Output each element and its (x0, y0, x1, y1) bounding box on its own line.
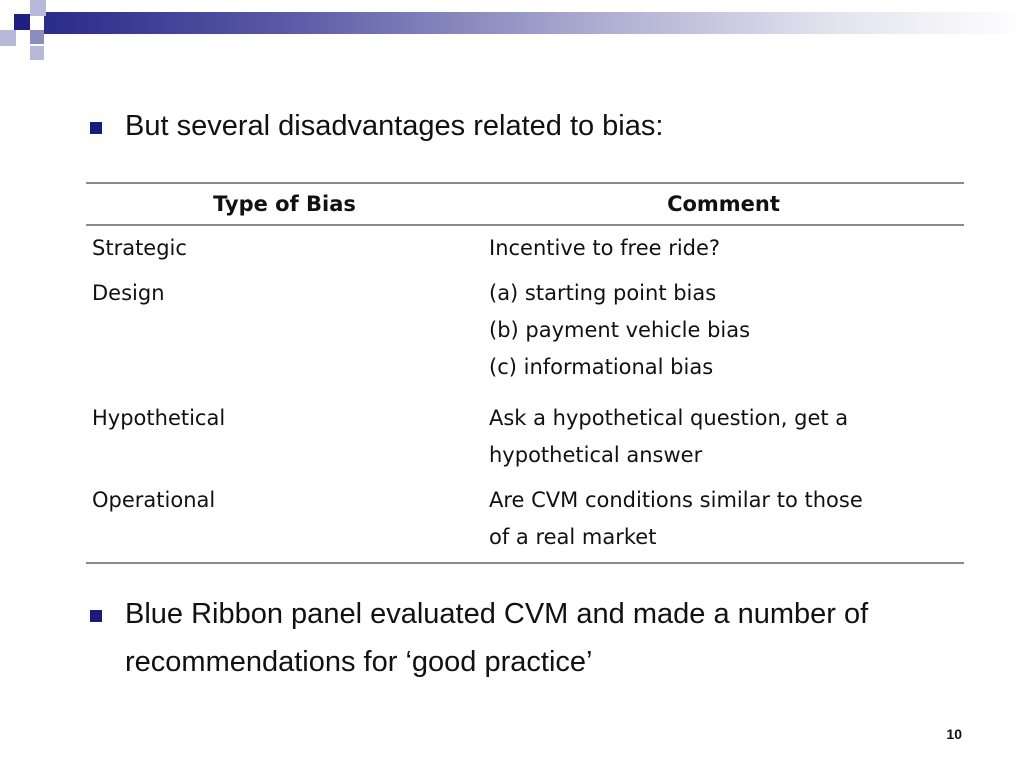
comment-line: (c) informational bias (489, 355, 714, 379)
header-square-mid (30, 30, 44, 44)
bias-type-cell: Operational (86, 478, 483, 563)
column-header: Comment (483, 183, 964, 225)
comment-line: hypothetical answer (489, 443, 703, 467)
comment-line: (a) starting point bias (489, 281, 717, 305)
bias-type-cell: Strategic (92, 236, 187, 260)
table-row (86, 271, 964, 396)
table-row (86, 478, 964, 563)
column-header: Type of Bias (86, 183, 483, 225)
bullet-square-icon (90, 610, 102, 622)
header-square-light (30, 0, 46, 16)
bias-type-cell: Hypothetical (92, 406, 226, 430)
comment-line: of a real market (489, 525, 657, 549)
bullet-text: But several disadvantages related to bias: (125, 110, 664, 142)
header-square-navy (14, 14, 30, 30)
comment-line: Ask a hypothetical question, get a (489, 406, 849, 430)
header-square-light (0, 30, 16, 46)
bullet-text: Blue Ribbon panel evaluated CVM and made a number of recommendations for ‘good practice’ (125, 598, 869, 678)
header-gradient-bar (44, 12, 1024, 34)
comment-cell (483, 271, 964, 396)
comment-cell (483, 478, 964, 563)
comment-cell (483, 225, 964, 271)
table-row (86, 225, 964, 271)
header-square-light (30, 46, 44, 60)
comment-line: Incentive to free ride? (489, 236, 721, 260)
table-header-row (86, 183, 964, 225)
page-number: 10 (946, 726, 962, 742)
table-row (86, 396, 964, 478)
comment-line: Are CVM conditions similar to those (489, 488, 863, 512)
bias-type-cell: Design (92, 281, 165, 305)
comment-line: (b) payment vehicle bias (489, 318, 751, 342)
comment-cell (483, 396, 964, 478)
bias-table (86, 182, 964, 564)
bullet-square-icon (90, 122, 102, 134)
